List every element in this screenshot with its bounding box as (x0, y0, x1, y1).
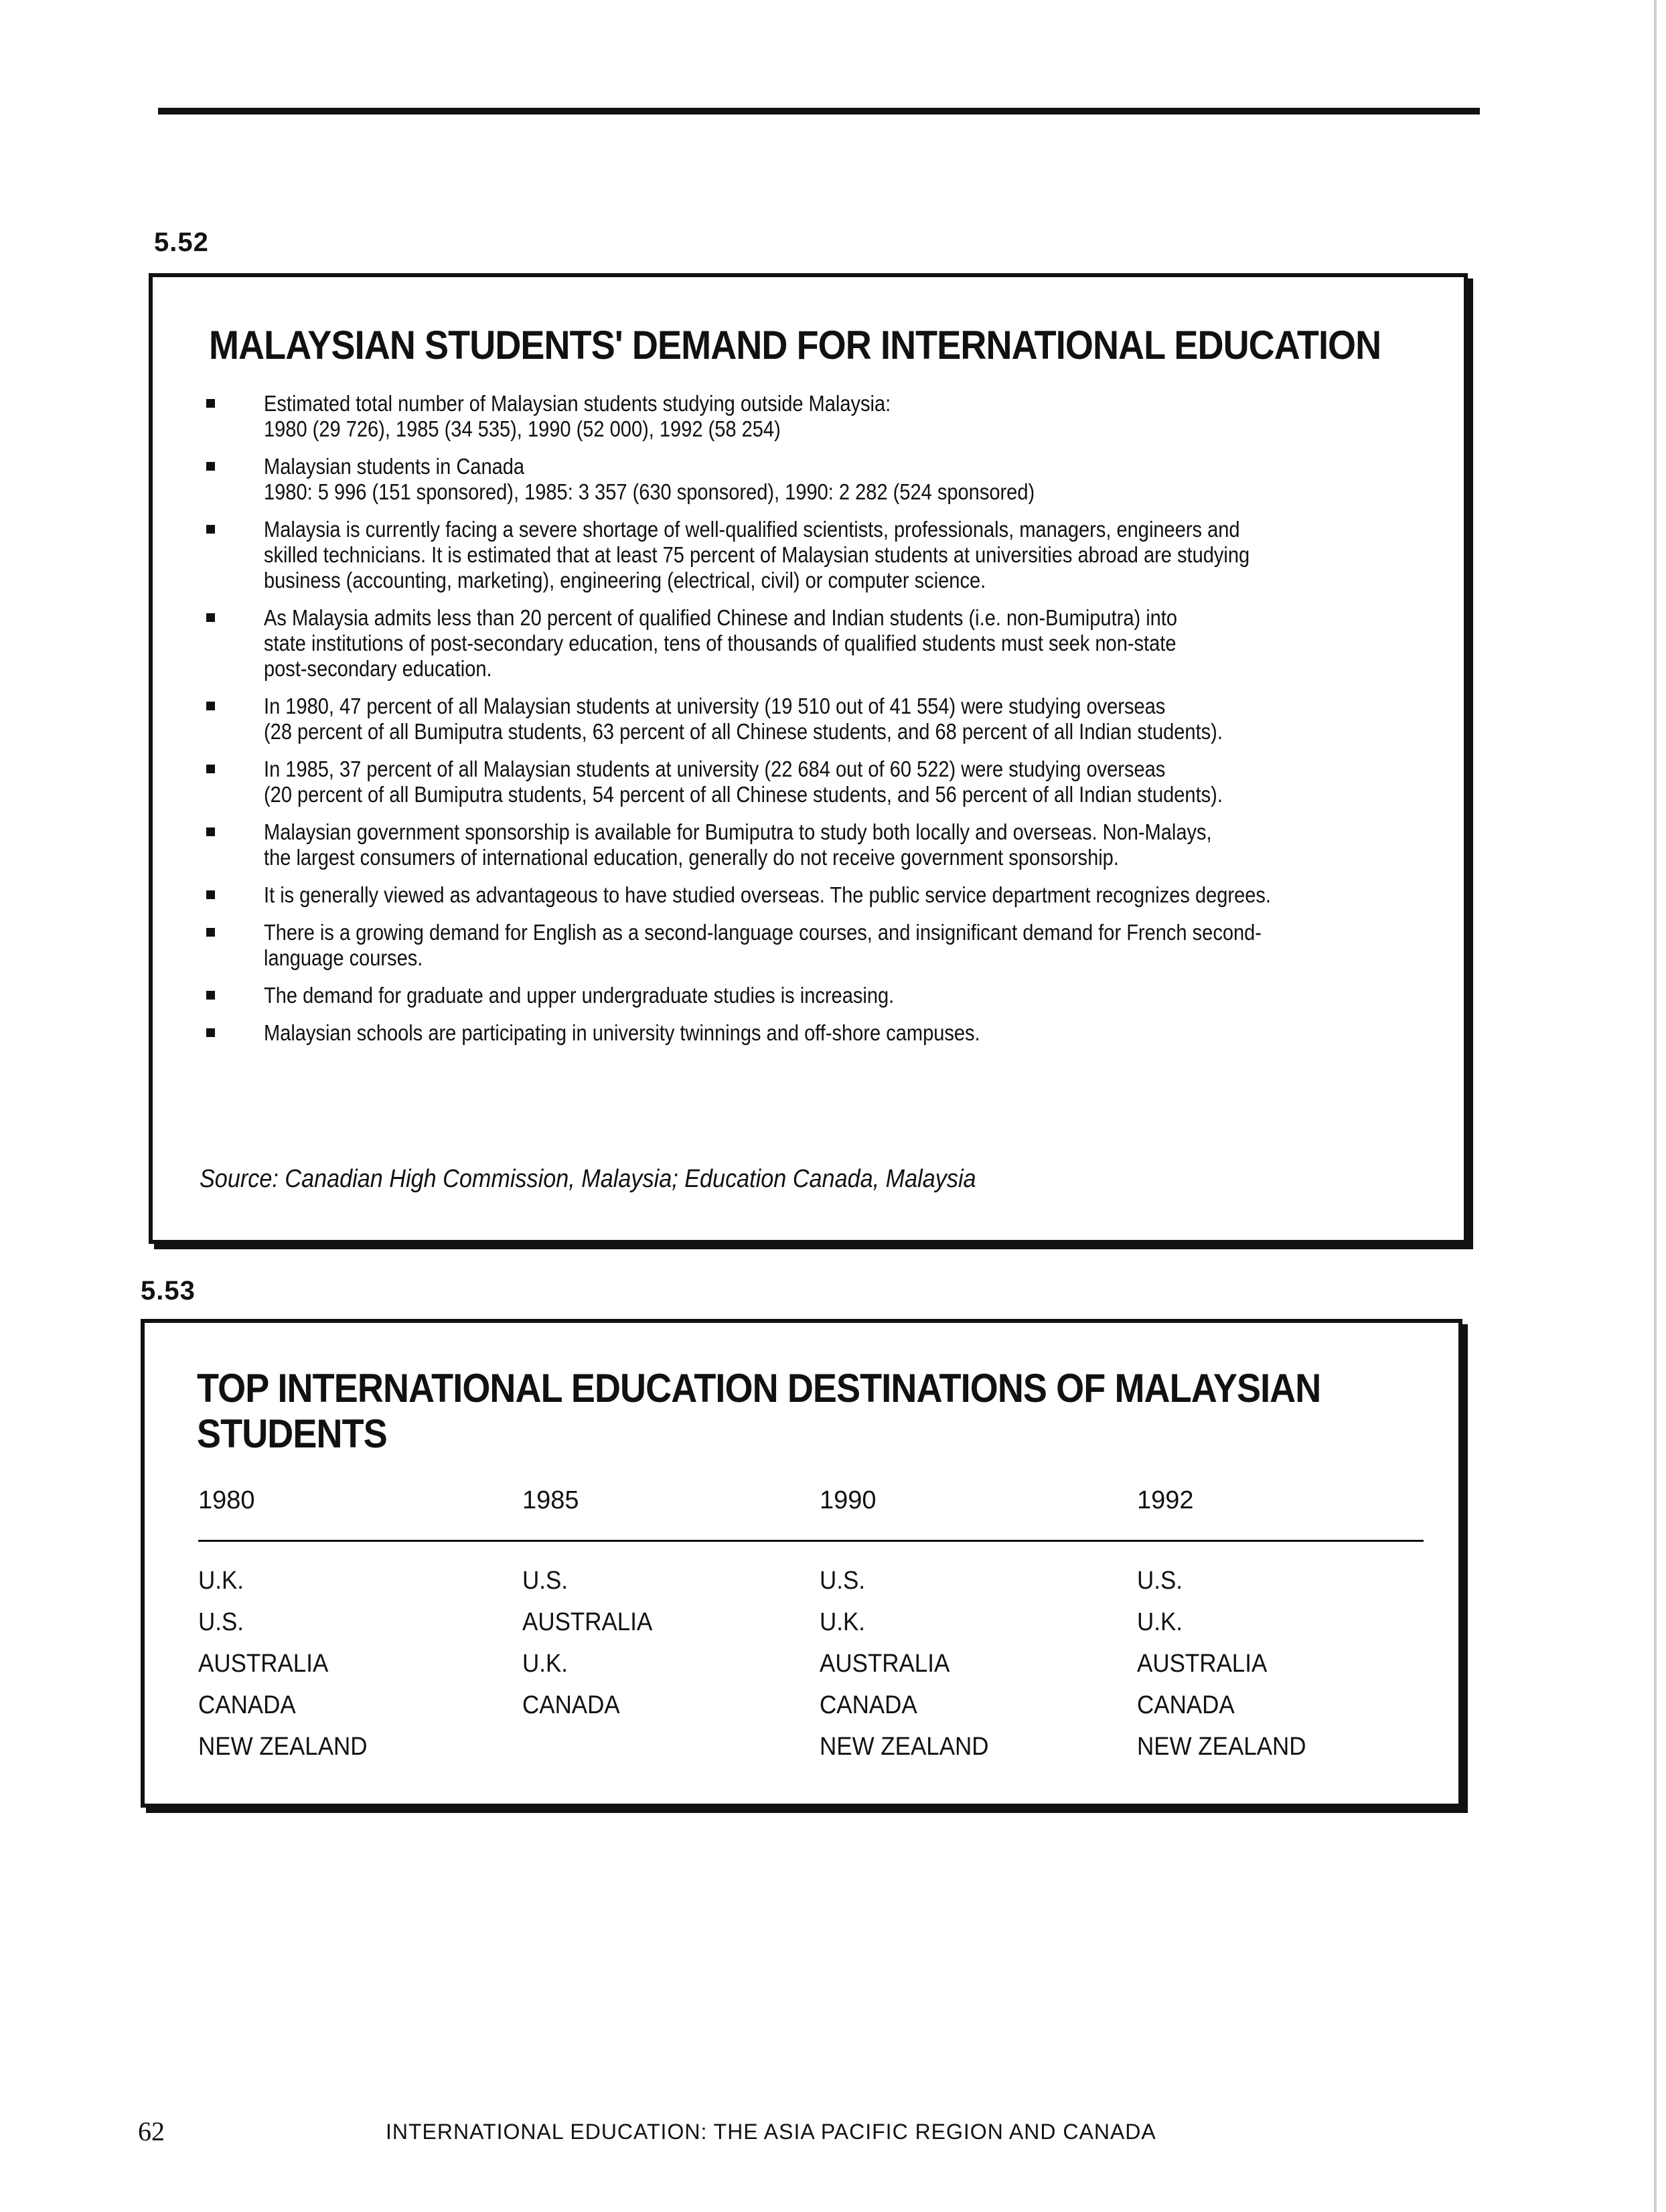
year-header: 1985 (522, 1486, 579, 1514)
bullet-square-icon (206, 462, 215, 471)
destination-cell: U.K. (198, 1567, 244, 1595)
destination-cell: U.S. (198, 1608, 244, 1636)
bullet-square-icon (206, 702, 215, 710)
bullet-text-line: (28 percent of all Bumiputra students, 63 percent of all Chinese students, and 68 percent of all Indian students). (264, 719, 1223, 744)
bullet-item (206, 694, 1432, 744)
destination-column (820, 1560, 1003, 1767)
bullet-text-line: language courses. (264, 945, 423, 970)
bullet-text-line: Estimated total number of Malaysian students studying outside Malaysia: (264, 391, 891, 416)
bullet-item (206, 517, 1432, 593)
bullet-text-line: Malaysian schools are participating in university twinnings and off-shore campuses. (264, 1020, 980, 1045)
bullet-item (206, 605, 1432, 682)
destination-cell: U.K. (522, 1650, 568, 1678)
destination-cell: AUSTRALIA (820, 1650, 950, 1678)
year-header-row (198, 1486, 1424, 1542)
destination-cell: AUSTRALIA (1137, 1650, 1268, 1678)
year-header: 1992 (1137, 1486, 1194, 1514)
bullet-square-icon (206, 525, 215, 534)
destination-cell: NEW ZEALAND (1137, 1733, 1306, 1761)
destination-cell: U.S. (522, 1567, 568, 1595)
section-number: 5.53 (141, 1276, 196, 1306)
bullet-text-line: Malaysia is currently facing a severe shortage of well-qualified scientists, professionals, managers, engineers and (264, 517, 1240, 542)
source-note: Source: Canadian High Commission, Malaysia; Education Canada, Malaysia (200, 1165, 976, 1193)
box-title: MALAYSIAN STUDENTS' DEMAND FOR INTERNATIONAL EDUCATION (209, 323, 1381, 368)
destination-column (1137, 1560, 1320, 1767)
bullet-square-icon (206, 928, 215, 937)
year-header: 1980 (198, 1486, 255, 1514)
bullet-text-line: It is generally viewed as advantageous to have studied overseas. The public service department recognizes degrees. (264, 882, 1271, 907)
destination-cell: U.S. (1137, 1567, 1183, 1595)
bullet-item (206, 391, 1432, 442)
running-footer: INTERNATIONAL EDUCATION: THE ASIA PACIFIC REGION AND CANADA (386, 2120, 1156, 2144)
bullet-text-line: 1980 (29 726), 1985 (34 535), 1990 (52 000), 1992 (58 254) (264, 416, 781, 441)
destinations-box (141, 1319, 1462, 1808)
bullet-item (206, 757, 1432, 807)
destination-cell: U.K. (820, 1608, 865, 1636)
bullet-text-line: post-secondary education. (264, 656, 492, 681)
bullet-square-icon (206, 613, 215, 622)
bullet-item (206, 819, 1432, 870)
bullet-list (206, 391, 1432, 1058)
page-number: 62 (138, 2116, 165, 2146)
destination-cell: AUSTRALIA (198, 1650, 329, 1678)
bullet-text-line: Malaysian government sponsorship is available for Bumiputra to study both locally and overseas. Non-Malays, (264, 819, 1212, 844)
bullet-text-line: business (accounting, marketing), engineering (electrical, civil) or computer science. (264, 568, 986, 592)
year-header: 1990 (820, 1486, 877, 1514)
bullet-text-line: 1980: 5 996 (151 sponsored), 1985: 3 357 (630 sponsored), 1990: 2 282 (524 sponsored) (264, 479, 1035, 504)
bullet-text-line: the largest consumers of international education, generally do not receive government sponsorship. (264, 845, 1119, 870)
bullet-text-line: In 1985, 37 percent of all Malaysian students at university (22 684 out of 60 522) were studying overseas (264, 757, 1166, 781)
bullet-square-icon (206, 890, 215, 899)
bullet-square-icon (206, 1028, 215, 1037)
bullet-text-line: Malaysian students in Canada (264, 454, 525, 479)
bullet-text-line: As Malaysia admits less than 20 percent of qualified Chinese and Indian students (i.e. non-Bumiputra) into (264, 605, 1178, 630)
bullet-item (206, 882, 1432, 908)
bullet-text-line: In 1980, 47 percent of all Malaysian students at university (19 510 out of 41 554) were studying overseas (264, 694, 1166, 718)
bullet-text-line: state institutions of post-secondary education, tens of thousands of qualified students must seek non-state (264, 631, 1177, 655)
top-rule (158, 108, 1480, 114)
destination-cell: CANADA (820, 1691, 917, 1719)
box-title: TOP INTERNATIONAL EDUCATION DESTINATIONS OF MALAYSIAN STUDENTS (197, 1366, 1321, 1456)
destinations-table (198, 1486, 1424, 1761)
demand-box (149, 273, 1468, 1244)
destination-cell: NEW ZEALAND (820, 1733, 989, 1761)
bullet-square-icon (206, 399, 215, 408)
destination-cell: NEW ZEALAND (198, 1733, 368, 1761)
destination-cell: AUSTRALIA (522, 1608, 653, 1636)
page-edge (1654, 0, 1657, 2212)
destination-column (198, 1560, 382, 1767)
section-number: 5.52 (154, 228, 209, 257)
bullet-item (206, 920, 1432, 971)
destination-cell: U.K. (1137, 1608, 1183, 1636)
bullet-text-line: (20 percent of all Bumiputra students, 54 percent of all Chinese students, and 56 percent of all Indian students). (264, 782, 1223, 807)
bullet-square-icon (206, 827, 215, 836)
bullet-text-line: The demand for graduate and upper undergraduate studies is increasing. (264, 983, 895, 1008)
destination-cell: U.S. (820, 1567, 865, 1595)
bullet-item (206, 1020, 1432, 1046)
destination-column (522, 1560, 664, 1726)
bullet-item (206, 454, 1432, 505)
destination-cell: CANADA (1137, 1691, 1235, 1719)
bullet-item (206, 983, 1432, 1008)
bullet-square-icon (206, 991, 215, 1000)
destination-cell: CANADA (522, 1691, 620, 1719)
destination-cell: CANADA (198, 1691, 296, 1719)
bullet-text-line: There is a growing demand for English as a second-language courses, and insignificant demand for French second- (264, 920, 1262, 945)
bullet-square-icon (206, 765, 215, 773)
bullet-text-line: skilled technicians. It is estimated that at least 75 percent of Malaysian students at universities abroad are studying (264, 542, 1250, 567)
